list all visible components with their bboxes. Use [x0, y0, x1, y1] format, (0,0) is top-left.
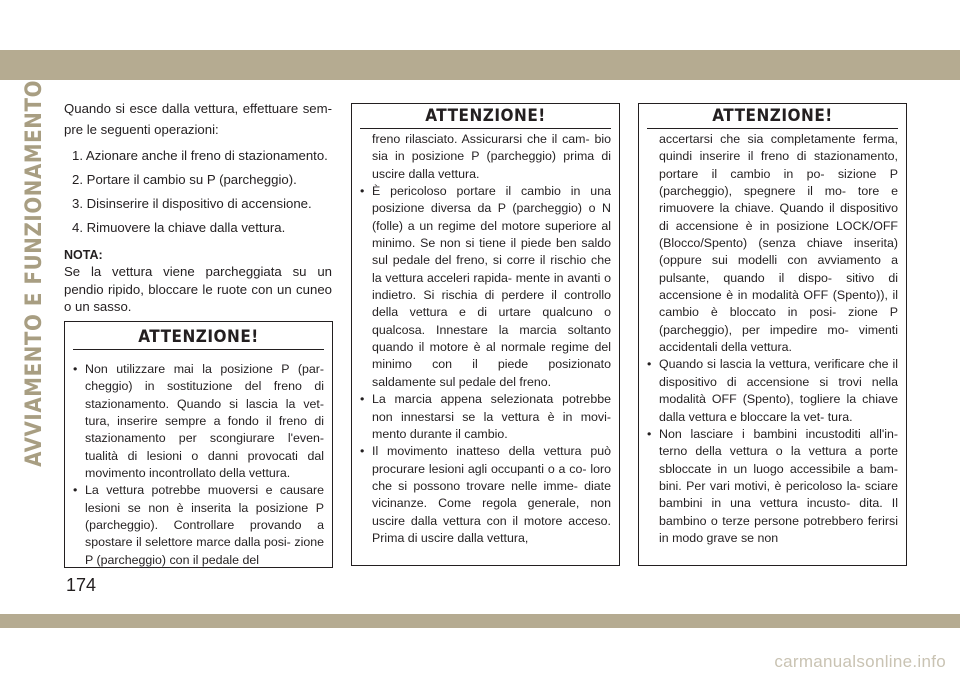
warning-bullet: • Non utilizzare mai la posizione P (par- cheggio) in sostituzione del freno di stazionamento. Quando si lascia la vet- tura, inserire sempre a fondo il freno di stazionamento per scongiurare l'even- tualità di lesioni o danni provocati dal movimento incontrollato della vettura.: [73, 361, 324, 482]
warning-box-3: [638, 103, 907, 566]
warning-bullet: • La marcia appena selezionata potrebbe non innestarsi se la vettura è in movi- mento durante il cambio.: [360, 391, 611, 443]
section-side-title: AVVIAMENTO E FUNZIONAMENTO: [22, 80, 47, 467]
warning-continuation: accertarsi che sia completamente ferma, quindi inserire il freno di stazionamento, portare il cambio in po- sizione P (parcheggio), spegnere il mo- tore e rimuovere la chiave. Quando il dispositivo di accensione è in posizione LOCK/OFF (Blocco/Spento) (senza chiave inserita) (oppure sui modelli con avviamento a pulsante, quando il dispo- sitivo di accensione è in modalità OFF (Spento)), il cambio è bloccato in posi- zione P (parcheggio), per impedire mo- vimenti accidentali della vettura.: [659, 132, 898, 355]
step-item: 4. Rimuovere la chiave dalla vettura.: [72, 220, 286, 235]
warning-bullet: • Il movimento inatteso della vettura può procurare lesioni agli occupanti o a co- loro che si possono trovare nelle imme- diate vicinanze. Come regola generale, non uscire dalla vettura con il motore acceso. Prima di uscire dalla vettura,: [360, 443, 611, 547]
warning-bullet: • Quando si lascia la vettura, verificare che il dispositivo di accensione si trovi nella modalità OFF (Spento), togliere la chiave dalla vettura e bloccare la vet- tura.: [647, 356, 898, 425]
header-band: [0, 50, 960, 80]
intro-paragraph: Quando si esce dalla vettura, effettuare sem- pre le seguenti operazioni:: [64, 101, 332, 137]
step-item: 2. Portare il cambio su P (parcheggio).: [72, 172, 297, 187]
note-label: NOTA:: [64, 248, 103, 262]
warning-title: ATTENZIONE!: [712, 106, 833, 126]
warning-body: [352, 129, 619, 547]
step-item: 1. Azionare anche il freno di stazionamento.: [72, 148, 328, 163]
warning-box-2: [351, 103, 620, 566]
steps-list: [64, 146, 332, 238]
watermark: carmanualsonline.info: [774, 652, 946, 671]
warning-box-1: [64, 321, 333, 568]
warning-bullet: • È pericoloso portare il cambio in una posizione diversa da P (parcheggio) o N (folle) a un regime del motore superiore al minimo. Se non si tiene il piede ben saldo sul pedale del freno, si corre il rischio che la vettura acceleri rapida- mente in avanti o indietro. Si rischia di perdere il controllo della vettura e di urtare qualcuno o qualcosa. Innestare la marcia soltanto quando il motore è al normale regime del minimo con il piede posizionato saldamente sul pedale del freno.: [360, 183, 611, 391]
warning-body: [65, 350, 332, 569]
page-number: 174: [66, 575, 97, 595]
left-column: [64, 99, 332, 316]
warning-body: [639, 129, 906, 547]
note-text: Se la vettura viene parcheggiata su un pendio ripido, bloccare le ruote con un cuneo o un sasso.: [64, 264, 332, 315]
step-item: 3. Disinserire il dispositivo di accensione.: [72, 196, 312, 211]
warning-continuation: freno rilasciato. Assicurarsi che il cam- bio sia in posizione P (parcheggio) prima di uscire dalla vettura.: [372, 132, 611, 181]
warning-bullet: • Non lasciare i bambini incustoditi all'in- terno della vettura o la vettura a porte sbloccate in un luogo accessibile a bam- bini. Per vari motivi, è pericoloso la- sciare bambini in una vettura incusto- dita. Il bambino o terze persone potrebbero ferirsi in modo grave se non: [647, 426, 898, 547]
warning-title: ATTENZIONE!: [138, 327, 259, 347]
warning-bullet: • La vettura potrebbe muoversi e causare lesioni se non è inserita la posizione P (parcheggio). Controllare provando a spostare il selettore marce dalla posi- zione P (parcheggio) con il pedale del: [73, 482, 324, 569]
warning-title: ATTENZIONE!: [425, 106, 546, 126]
footer-band: [0, 614, 960, 628]
